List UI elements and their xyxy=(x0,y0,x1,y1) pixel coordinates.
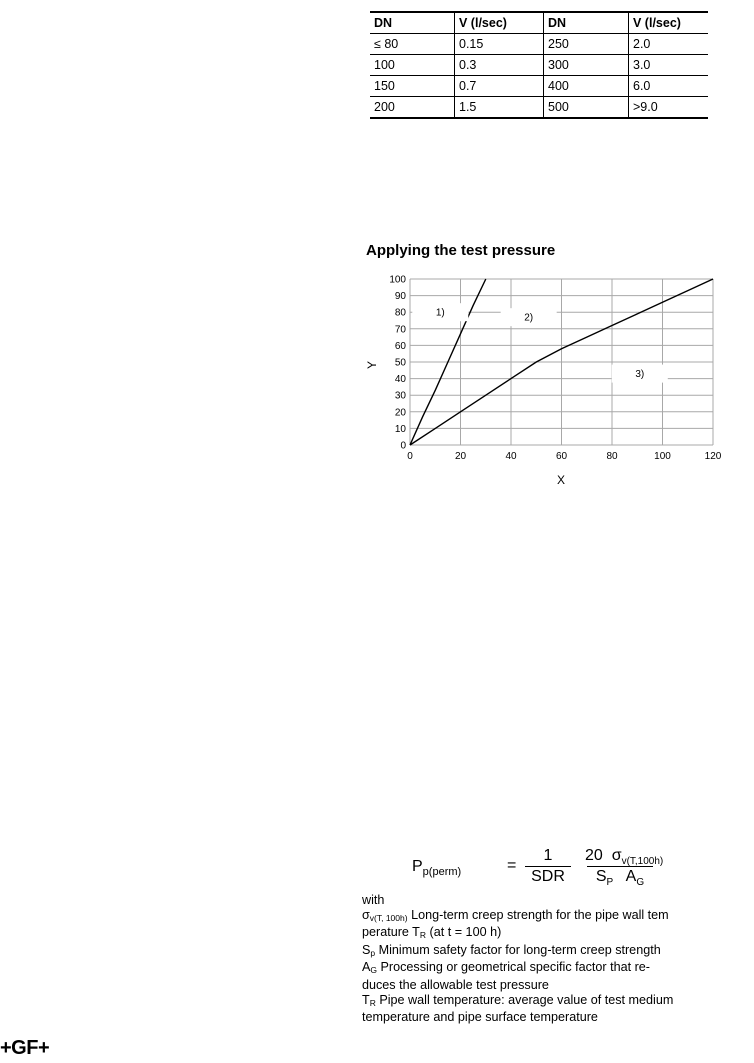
legend-tr-text: Pipe wall temperature: average value of test medium xyxy=(375,992,674,1007)
legend-with: with xyxy=(362,893,385,907)
formula-lhs-symbol: P xyxy=(412,858,423,875)
x-axis-label: X xyxy=(556,473,566,487)
formula-fraction-1-numerator: 1 xyxy=(543,847,553,864)
formula-fraction-2-numerator xyxy=(585,846,664,868)
x-tick-label: 40 xyxy=(505,451,517,462)
column-header-dn: DN xyxy=(370,12,455,34)
y-tick-label: 10 xyxy=(394,423,406,435)
legend-ag-subscript: G xyxy=(370,965,378,976)
legend-sp-text: Minimum safety factor for long-term creep strength xyxy=(375,942,661,957)
legend-sigma-text-2a: perature T xyxy=(362,925,420,940)
table-row xyxy=(370,97,708,119)
permissible-pressure-formula xyxy=(412,846,664,889)
table-cell: >9.0 xyxy=(629,97,709,119)
legend-sigma-symbol: σ xyxy=(362,907,370,922)
formula-ag-subscript: G xyxy=(636,877,645,889)
formula-lhs xyxy=(412,858,461,878)
legend-sigma-text-2-subscript: R xyxy=(419,930,427,941)
chart-region-labels xyxy=(412,303,667,382)
chart-tick-labels xyxy=(389,275,721,463)
column-header-dn: DN xyxy=(544,12,629,34)
formula-fraction-1-denominator: SDR xyxy=(531,868,565,885)
legend-sigma-text-2b: (at t = 100 h) xyxy=(426,925,502,940)
formula-lhs-subscript: p(perm) xyxy=(422,866,462,879)
table-cell: 150 xyxy=(370,76,455,97)
y-tick-label: 80 xyxy=(394,307,406,319)
table-cell: 2.0 xyxy=(629,34,709,55)
table-cell: 300 xyxy=(544,55,629,76)
x-tick-label: 120 xyxy=(704,451,722,462)
legend-sigma-subscript: v(T, 100h) xyxy=(369,912,408,923)
table-cell: 0.7 xyxy=(455,76,544,97)
y-tick-label: 20 xyxy=(394,407,406,419)
table-cell: 0.15 xyxy=(455,34,544,55)
y-axis-label: Y xyxy=(365,360,379,370)
legend-sigma-text: Long-term creep strength for the pipe wall tem xyxy=(407,907,669,922)
table-cell: 200 xyxy=(370,97,455,119)
column-header-flow: V (l/sec) xyxy=(455,12,544,34)
table-row xyxy=(370,34,708,55)
table-header-row xyxy=(370,12,708,34)
table-cell: 500 xyxy=(544,97,629,119)
legend-tr-line-1 xyxy=(362,993,722,1011)
flow-rate-table xyxy=(370,11,708,119)
x-tick-label: 100 xyxy=(654,451,671,462)
y-tick-label: 90 xyxy=(394,291,406,303)
y-tick-label: 50 xyxy=(394,357,406,369)
x-tick-label: 60 xyxy=(555,451,568,462)
column-header-flow: V (l/sec) xyxy=(629,12,709,34)
table-cell: 6.0 xyxy=(629,76,709,97)
formula-sigma-subscript: v(T,100h) xyxy=(621,856,664,868)
x-tick-label: 0 xyxy=(407,451,413,462)
legend-ag-text: Processing or geometrical specific factor that re- xyxy=(377,960,651,975)
legend-ag-line-1 xyxy=(362,960,722,978)
region-label-3: 3) xyxy=(635,369,645,381)
y-tick-label: 0 xyxy=(400,440,406,452)
table-row xyxy=(370,76,708,97)
table-cell: 0.3 xyxy=(455,55,544,76)
table-cell: 3.0 xyxy=(629,55,709,76)
formula-equals: = xyxy=(507,857,517,874)
region-label-2: 2) xyxy=(524,312,534,324)
formula-ag: A xyxy=(625,868,637,885)
table-cell: 1.5 xyxy=(455,97,544,119)
legend-sigma-line-1 xyxy=(362,908,722,926)
formula-coefficient: 20 xyxy=(585,847,603,864)
chart-title: Applying the test pressure xyxy=(366,242,556,259)
formula-fraction-1 xyxy=(523,846,573,887)
formula-fraction-2-denominator xyxy=(585,867,655,887)
x-tick-label: 80 xyxy=(606,451,618,462)
y-tick-label: 70 xyxy=(394,324,406,336)
formula-sp: S xyxy=(595,868,607,885)
table-cell: 250 xyxy=(544,34,629,55)
table-cell: 400 xyxy=(544,76,629,97)
y-tick-label: 60 xyxy=(394,340,406,352)
legend-ag-symbol: A xyxy=(362,960,371,975)
gf-logo: +GF+ xyxy=(0,1037,50,1059)
legend-tr-line-2: temperature and pipe surface temperature xyxy=(362,1010,598,1025)
table-cell: ≤ 80 xyxy=(370,34,455,55)
legend-tr-subscript: R xyxy=(369,997,376,1008)
legend-tr-symbol: T xyxy=(362,992,370,1007)
table-cell: 100 xyxy=(370,55,455,76)
formula-sp-subscript: P xyxy=(606,877,614,889)
formula-fraction-2 xyxy=(585,846,664,889)
region-label-1: 1) xyxy=(435,307,445,319)
legend-sp-subscript: p xyxy=(370,947,376,958)
x-tick-label: 20 xyxy=(454,451,467,462)
y-tick-label: 40 xyxy=(394,374,406,386)
legend-sp-symbol: S xyxy=(362,942,371,957)
y-tick-label: 100 xyxy=(389,274,406,286)
legend-sigma-line-2 xyxy=(362,925,722,943)
legend-sp-line xyxy=(362,943,722,961)
y-tick-label: 30 xyxy=(394,390,406,402)
table-row xyxy=(370,55,708,76)
test-pressure-chart xyxy=(360,268,730,493)
formula-sigma: σ xyxy=(611,847,622,864)
formula-variable-definitions xyxy=(362,893,722,1025)
legend-ag-line-2: duces the allowable test pressure xyxy=(362,977,549,992)
